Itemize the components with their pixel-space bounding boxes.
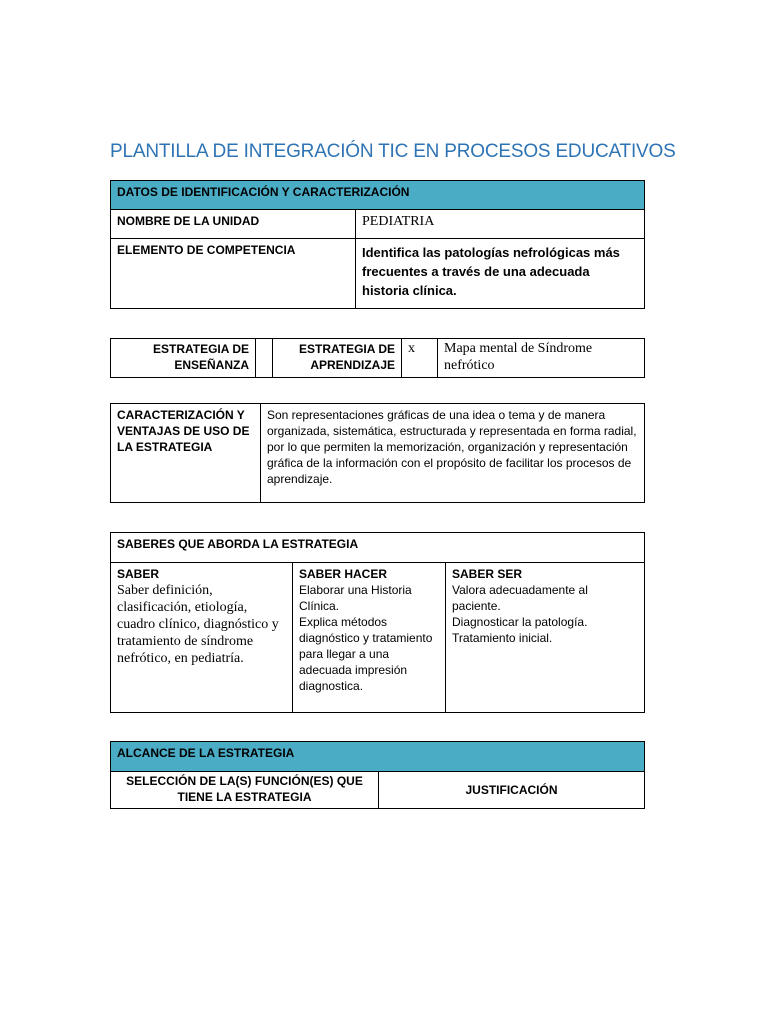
saber-hacer-line: Explica métodos diagnóstico y tratamiento: [299, 615, 433, 645]
unidad-value: PEDIATRIA: [356, 210, 645, 239]
identificacion-header: DATOS DE IDENTIFICACIÓN Y CARACTERIZACIÓN: [111, 181, 645, 210]
competencia-label: ELEMENTO DE COMPETENCIA: [111, 239, 356, 309]
funcion-label: SELECCIÓN DE LA(S) FUNCIÓN(ES) QUE TIENE LA ESTRATEGIA: [111, 772, 379, 809]
alcance-header: ALCANCE DE LA ESTRATEGIA: [111, 742, 645, 772]
ensenanza-checkbox[interactable]: [256, 339, 273, 378]
saber-ser-cell: [446, 563, 645, 713]
saber-texto: Saber definición, clasificación, etiología, cuadro clínico, diagnóstico y tratamiento de síndrome nefrótico, en pediatría.: [117, 583, 279, 666]
caracterizacion-texto: Son representaciones gráficas de una idea o tema y de manera organizada, sistemática, estructurada y representada en forma radial, por lo que permiten la memorización, organización y representación gráfica de la información con el propósito de facilitar los procesos de aprendizaje.: [261, 404, 645, 503]
saber-cell: [111, 563, 293, 713]
aprendizaje-label: ESTRATEGIA DE APRENDIZAJE: [273, 339, 402, 378]
alcance-table: [110, 741, 645, 809]
aprendizaje-checkbox[interactable]: x: [402, 339, 438, 378]
unidad-label: NOMBRE DE LA UNIDAD: [111, 210, 356, 239]
saber-ser-line: Tratamiento inicial.: [452, 631, 553, 645]
saber-ser-label: SABER SER: [452, 567, 523, 581]
saber-hacer-line: para llegar a una adecuada impresión diagnostica.: [299, 647, 408, 693]
justificacion-label: JUSTIFICACIÓN: [379, 772, 645, 809]
saber-ser-line: Valora adecuadamente al paciente.: [452, 583, 588, 613]
competencia-value: Identifica las patologías nefrológicas más frecuentes a través de una adecuada historia clínica.: [356, 239, 645, 309]
saber-ser-line: Diagnosticar la patología.: [452, 615, 588, 629]
page-title: PLANTILLA DE INTEGRACIÓN TIC EN PROCESOS EDUCATIVOS: [110, 141, 676, 162]
saber-hacer-cell: [293, 563, 446, 713]
saber-label: SABER: [117, 567, 160, 581]
identificacion-table: [110, 180, 645, 309]
caracterizacion-table: [110, 403, 645, 503]
estrategia-table: [110, 338, 645, 378]
estrategia-descripcion: Mapa mental de Síndrome nefrótico: [438, 339, 645, 378]
saberes-header: SABERES QUE ABORDA LA ESTRATEGIA: [111, 533, 645, 563]
saber-hacer-label: SABER HACER: [299, 567, 388, 581]
ensenanza-label: ESTRATEGIA DE ENSEÑANZA: [111, 339, 256, 378]
saber-hacer-line: Elaborar una Historia Clínica.: [299, 583, 412, 613]
saberes-table: [110, 532, 645, 713]
caracterizacion-label: CARACTERIZACIÓN Y VENTAJAS DE USO DE LA ESTRATEGIA: [111, 404, 261, 503]
